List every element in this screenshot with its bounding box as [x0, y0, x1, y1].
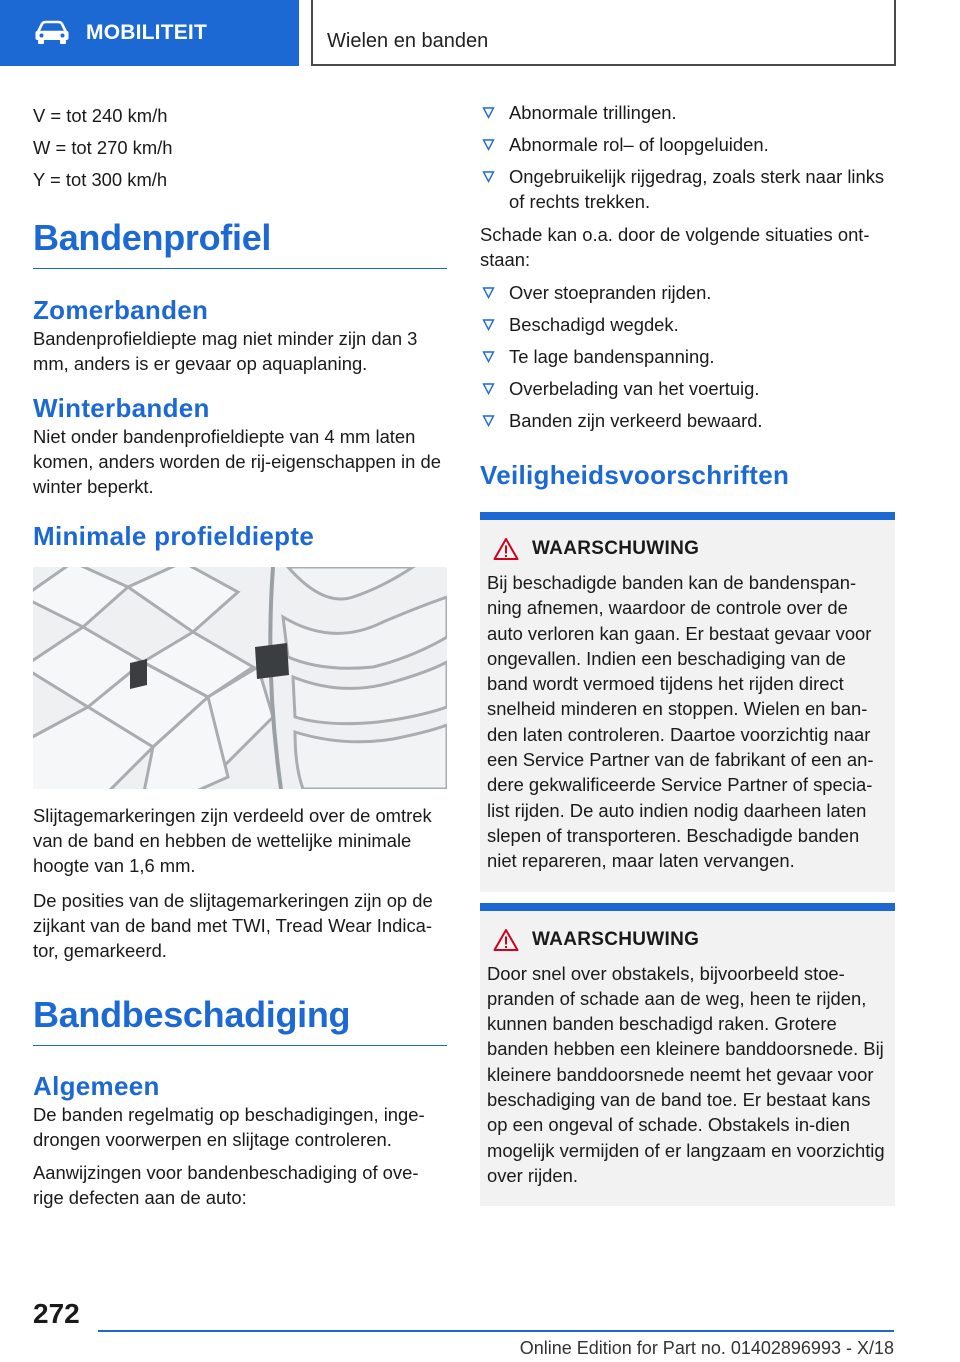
- heading-minimale-profieldiepte: Minimale profieldiepte: [33, 521, 315, 551]
- warning-box: [480, 903, 895, 1207]
- heading-bandenprofiel: Bandenprofiel: [33, 217, 447, 269]
- warning-box: [480, 512, 895, 892]
- section-label: MOBILITEIT: [86, 21, 207, 44]
- section-tab[interactable]: [0, 0, 299, 66]
- left-column: [33, 100, 447, 1210]
- list-item-text: Abnormale rol– of loopgeluiden.: [509, 134, 769, 155]
- list-item-text: Abnormale trillingen.: [509, 102, 677, 123]
- warning-header: [487, 536, 887, 562]
- triangle-bullet-icon: [482, 286, 495, 299]
- list-item-text: Over stoepranden rijden.: [509, 282, 712, 303]
- list-item: [480, 344, 895, 369]
- speed-index-list: [33, 100, 447, 196]
- list-item: [480, 280, 895, 305]
- triangle-bullet-icon: [482, 318, 495, 331]
- warning-title: WAARSCHUWING: [532, 928, 700, 950]
- triangle-bullet-icon: [482, 170, 495, 183]
- warning-triangle-icon: [493, 928, 519, 952]
- car-icon: [34, 20, 70, 46]
- list-item-text: Ongebruikelijk rijgedrag, zoals sterk naar links of rechts trekken.: [509, 166, 885, 212]
- heading-zomerbanden: Zomerbanden: [33, 295, 209, 325]
- triangle-bullet-icon: [482, 350, 495, 363]
- paragraph-posities: De posities van de slijtagemarkeringen zijn op de zijkant van de band met TWI, Tread Wear Indica-tor, gemarkeerd.: [33, 890, 433, 961]
- list-item-text: Banden zijn verkeerd bewaard.: [509, 410, 763, 431]
- list-item-text: Overbelading van het voertuig.: [509, 378, 760, 399]
- edition-text: Online Edition for Part no. 01402896993 - X/18: [519, 1338, 894, 1358]
- footer-divider: [98, 1330, 894, 1332]
- chapter-title: Wielen en banden: [327, 30, 489, 52]
- list-item: [480, 100, 895, 125]
- triangle-bullet-icon: [482, 382, 495, 395]
- speed-line: Y = tot 300 km/h: [33, 169, 168, 190]
- heading-veiligheidsvoorschriften: Veiligheidsvoorschriften: [480, 460, 790, 490]
- warning-triangle-icon: [493, 537, 519, 561]
- paragraph-algemeen: De banden regelmatig op beschadigingen, inge-drongen voorwerpen en slijtage controleren.: [33, 1104, 425, 1150]
- triangle-bullet-icon: [482, 138, 495, 151]
- warning-text: Bij beschadigde banden kan de bandenspan-ning afnemen, waardoor de controle over de auto verloren kan gaan. Er bestaat gevaar voor ongevallen. Indien een beschadiging van de band wordt vermoed tijdens het rijden direct snelheid minderen en stoppen. Wielen en ban-den laten controleren. Daartoe voorzichtig naar een Service Partner van de fabrikant of een an-dere gekwalificeerde Service Partner of specia-list rijden. De auto indien nodig daarheen laten slepen of transporteren. Beschadigde banden niet repareren, maar laten vervangen.: [487, 572, 874, 872]
- speed-line: V = tot 240 km/h: [33, 105, 168, 126]
- causes-list: [480, 280, 895, 433]
- speed-line: W = tot 270 km/h: [33, 137, 173, 158]
- list-item: [480, 376, 895, 401]
- right-column: [480, 100, 895, 1206]
- heading-bandbeschadiging: Bandbeschadiging: [33, 994, 447, 1046]
- list-item: [480, 312, 895, 337]
- paragraph-aanwijzingen: Aanwijzingen voor bandenbeschadiging of ove-rige defecten aan de auto:: [33, 1162, 419, 1208]
- triangle-bullet-icon: [482, 106, 495, 119]
- tire-tread-image: [33, 567, 447, 789]
- warning-header: [487, 927, 887, 953]
- warning-title: WAARSCHUWING: [532, 538, 700, 559]
- triangle-bullet-icon: [482, 414, 495, 427]
- paragraph-schade: Schade kan o.a. door de volgende situaties ont-staan:: [480, 224, 870, 270]
- heading-algemeen: Algemeen: [33, 1071, 160, 1101]
- page-number: 272: [33, 1298, 80, 1329]
- paragraph-winterbanden: Niet onder bandenprofieldiepte van 4 mm laten komen, anders worden de rij-eigenschappen in de winter beperkt.: [33, 426, 441, 497]
- warning-text: Door snel over obstakels, bijvoorbeeld stoe-pranden of schade aan de weg, heen te rijden, kunnen banden beschadigd raken. Grotere banden hebben een kleinere banddoorsnede. Bij kleinere banddoorsnede neemt het gevaar voor beschadiging van de band toe. Er bestaat kans op een ongeval of schade. Obstakels in-dien mogelijk vermijden of er langzaam en voorzichtig over rijden.: [487, 962, 885, 1186]
- heading-winterbanden: Winterbanden: [33, 393, 210, 423]
- list-item-text: Te lage bandenspanning.: [509, 346, 715, 367]
- symptoms-list: [480, 100, 895, 214]
- paragraph-slijtage: Slijtagemarkeringen zijn verdeeld over de omtrek van de band en hebben de wettelijke minimale hoogte van 1,6 mm.: [33, 805, 432, 876]
- list-item-text: Beschadigd wegdek.: [509, 314, 679, 335]
- chapter-header: [311, 0, 896, 66]
- list-item: [480, 408, 895, 433]
- list-item: [480, 132, 895, 157]
- list-item: [480, 164, 895, 214]
- paragraph-zomerbanden: Bandenprofieldiepte mag niet minder zijn dan 3 mm, anders is er gevaar op aquaplaning.: [33, 328, 418, 374]
